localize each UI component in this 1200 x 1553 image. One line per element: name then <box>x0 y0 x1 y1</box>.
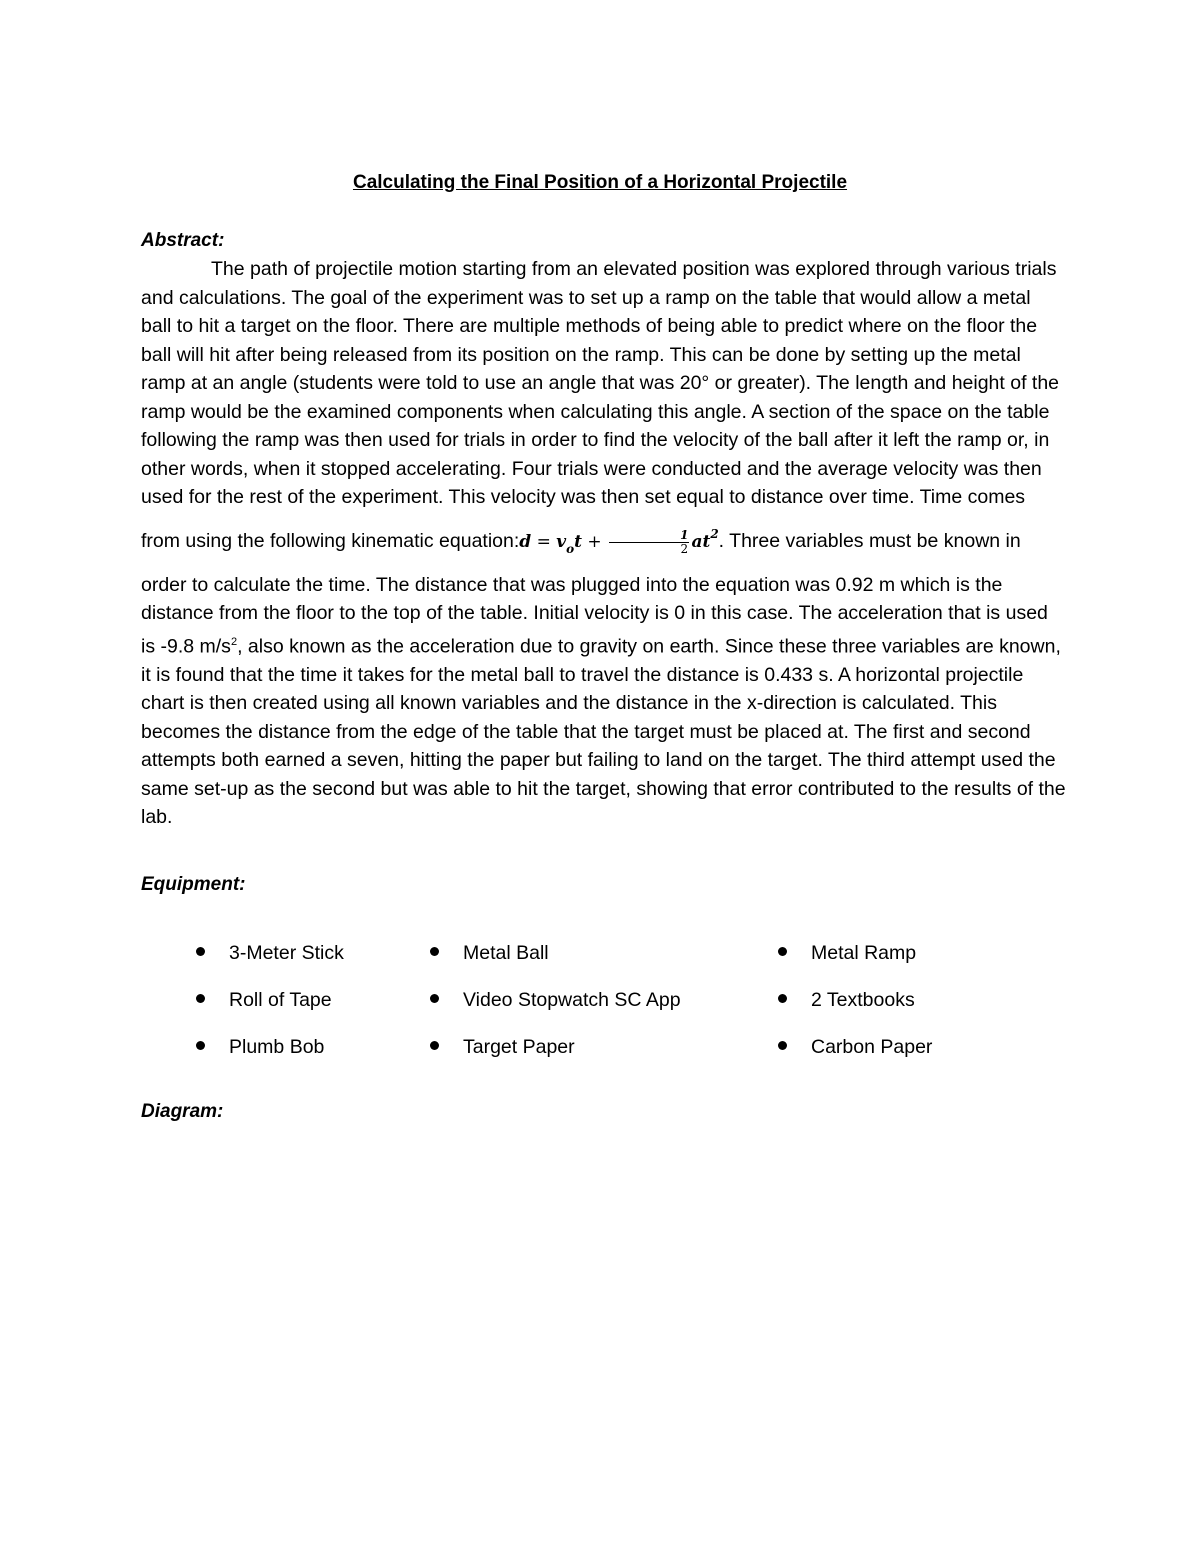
list-item: Video Stopwatch SC App <box>430 985 681 1015</box>
abstract-text-part-1: The path of projectile motion starting from an elevated position was explored through various trials and calculations. The goal of the experiment was to set up a ramp on the table that would allow a metal ball to hit a target on the floor. There are multiple methods of being able to predict where on the floor the ball will hit after being released from its position on the ramp. This can be done by setting up the metal ramp at an angle (students were told to use an angle that was 20° or greater). The length and height of the ramp would be the examined components when calculating this angle. A section of the space on the table following the ramp was then used for trials in order to find the velocity of the ball after it left the ramp or, in other words, when it stopped accelerating. Four trials were conducted and the average velocity was then used for the rest of the experiment. This velocity was then set equal to distance over time. Time comes from using the following kinematic equation: <box>141 258 1060 552</box>
formula-superscript: 2 <box>710 526 719 541</box>
list-item: Target Paper <box>430 1032 575 1062</box>
bullet-icon <box>430 947 439 956</box>
list-item: 2 Textbooks <box>778 985 915 1015</box>
formula-subscript: o <box>566 541 575 556</box>
units-superscript: 2 <box>230 635 238 648</box>
list-item: Metal Ball <box>430 938 549 968</box>
formula-equals: = <box>531 531 557 552</box>
abstract-text-part-3: , also known as the acceleration due to gravity on earth. Since these three variables are known, it is found that the time it takes for the metal ball to travel the distance is 0.433 s. A horizontal projectile chart is then created using all known variables and the distance in the x-direction is calculated. This becomes the distance from the edge of the table that the target must be placed at. The first and second attempts both earned a seven, hitting the paper but failing to land on the target. The third attempt used the same set-up as the second but was able to hit the target, showing that error contributed to the results of the lab. <box>141 635 1066 828</box>
diagram-heading: Diagram: <box>141 1101 224 1122</box>
formula-v: v <box>556 531 567 552</box>
equipment-heading: Equipment: <box>141 874 246 895</box>
bullet-icon <box>778 947 787 956</box>
bullet-icon <box>196 994 205 1003</box>
bullet-icon <box>778 994 787 1003</box>
document-title: Calculating the Final Position of a Horizontal Projectile <box>352 172 848 193</box>
bullet-icon <box>196 1041 205 1050</box>
list-item: Roll of Tape <box>196 985 332 1015</box>
list-item: Plumb Bob <box>196 1032 324 1062</box>
abstract-heading: Abstract: <box>141 230 225 251</box>
fraction-denominator: 2 <box>680 541 689 556</box>
abstract-text-part-2: . Three variables must be known in order to calculate the time. The distance that was plugged into the equation was 0.92 m which is the distance from the floor to the top of the table. Initial velocity is 0 in this case. The acceleration that is used is -9.8 m/s <box>141 529 1048 657</box>
bullet-icon <box>196 947 205 956</box>
formula-d: d <box>519 531 532 552</box>
formula-t: t <box>574 531 583 552</box>
bullet-icon <box>430 1041 439 1050</box>
list-item: Metal Ramp <box>778 938 916 968</box>
list-item: 3-Meter Stick <box>196 938 344 968</box>
kinematic-equation <box>519 526 719 556</box>
bullet-icon <box>778 1041 787 1050</box>
abstract-paragraph <box>141 255 1066 832</box>
fraction-numerator: 1 <box>609 529 689 543</box>
list-item: Carbon Paper <box>778 1032 932 1062</box>
bullet-icon <box>430 994 439 1003</box>
formula-fraction <box>609 529 689 556</box>
formula-at: at <box>691 531 711 552</box>
formula-plus: + <box>582 531 608 552</box>
